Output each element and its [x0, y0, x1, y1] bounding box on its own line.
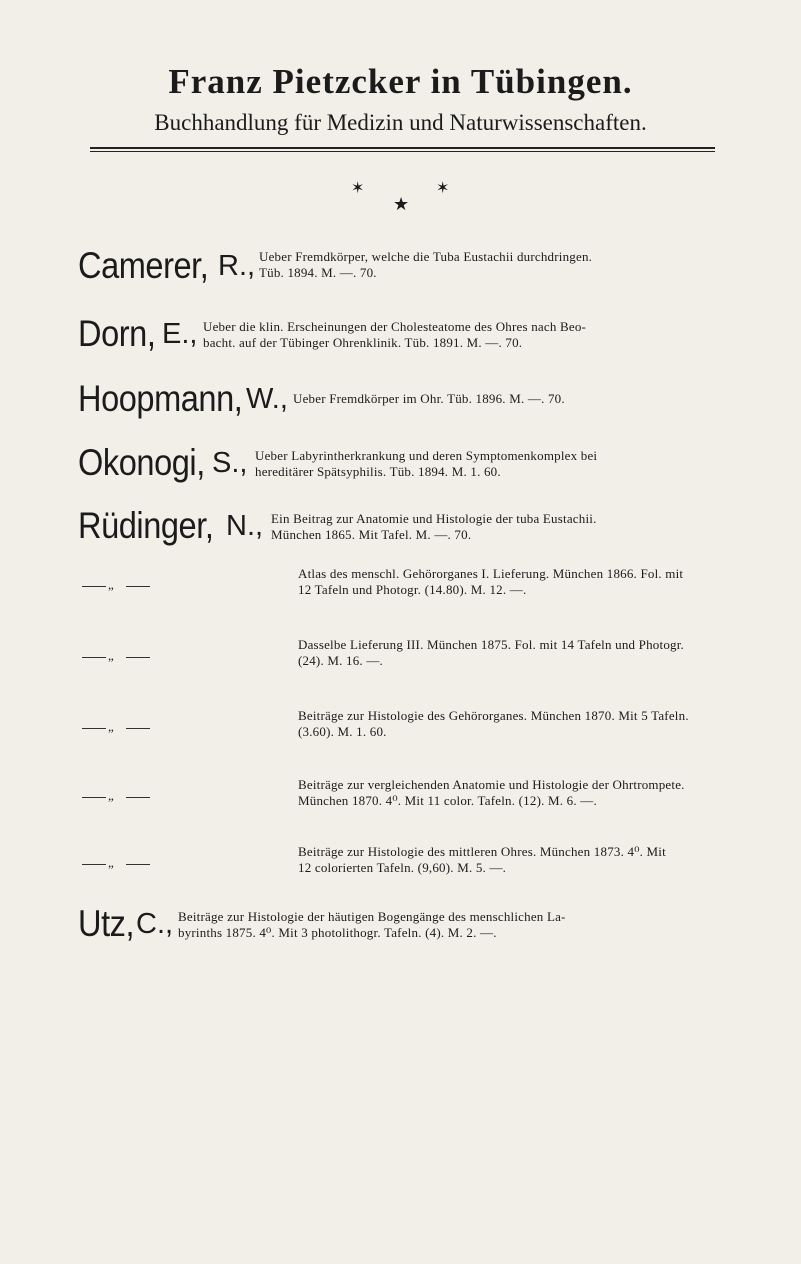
- ditto-mark: „: [108, 719, 114, 734]
- entry-title: Ueber Labyrintherkrankung und deren Symptomenkomplex bei hereditärer Spätsyphilis. Tüb. 1894. M. 1. 60.: [255, 448, 598, 479]
- header-rule-thin: [90, 151, 715, 152]
- entry-initial: W.,: [246, 383, 288, 415]
- entry-author: Rüdinger,: [78, 505, 214, 546]
- entry-initial: R.,: [218, 250, 256, 282]
- ditto-dash: [82, 864, 106, 865]
- ditto-mark: „: [108, 577, 114, 592]
- firm-name: Franz Pietzcker in Tübingen.: [168, 62, 633, 101]
- ditto-dash: [82, 586, 106, 587]
- star-icon: ✶: [436, 178, 450, 197]
- entry-title: Ein Beitrag zur Anatomie und Histologie der tuba Eustachii. München 1865. Mit Tafel. M. —. 70.: [271, 511, 597, 542]
- ditto-dash: [126, 797, 150, 798]
- entry-initial: E.,: [162, 318, 198, 350]
- entry-title: Dasselbe Lieferung III. München 1875. Fol. mit 14 Tafeln und Photogr. (24). M. 16. —.: [298, 637, 684, 668]
- entry-title: Beiträge zur vergleichenden Anatomie und Histologie der Ohrtrompete. München 1870. 4⁰. Mit 11 color. Tafeln. (12). M. 6. —.: [298, 777, 685, 808]
- entry-author: Camerer,: [78, 245, 209, 286]
- entry-initial: S.,: [212, 447, 248, 479]
- entry-title: Beiträge zur Histologie der häutigen Bogengänge des menschlichen La- byrinths 1875. 4⁰. Mit 3 photolithogr. Tafeln. (4). M. 2. —.: [178, 909, 566, 940]
- entry-title: Beiträge zur Histologie des mittleren Ohres. München 1873. 4⁰. Mit 12 colorierten Tafeln. (9,60). M. 5. —.: [298, 844, 666, 875]
- ditto-mark: „: [108, 648, 114, 663]
- entry-author: Okonogi,: [78, 442, 205, 483]
- entry-title: Ueber die klin. Erscheinungen der Cholesteatome des Ohres nach Beo- bacht. auf der Tübinger Ohrenklinik. Tüb. 1891. M. —. 70.: [203, 319, 587, 350]
- entry-author: Utz,: [78, 903, 135, 944]
- ditto-dash: [126, 864, 150, 865]
- entry-author: Dorn,: [78, 313, 156, 354]
- entry-initial: N.,: [226, 510, 264, 542]
- ditto-dash: [126, 728, 150, 729]
- entry-initial: C.,: [136, 908, 174, 940]
- star-icon: ✶: [351, 178, 365, 197]
- ditto-mark: „: [108, 855, 114, 870]
- ditto-dash: [126, 586, 150, 587]
- entry-title: Atlas des menschl. Gehörorganes I. Lieferung. München 1866. Fol. mit 12 Tafeln und Photogr. (14.80). M. 12. —.: [298, 566, 684, 597]
- ditto-dash: [126, 657, 150, 658]
- star-icon: ★: [393, 194, 410, 215]
- entry-title: Ueber Fremdkörper, welche die Tuba Eustachii durchdringen. Tüb. 1894. M. —. 70.: [259, 249, 593, 280]
- ditto-dash: [82, 728, 106, 729]
- entry-title: Beiträge zur Histologie des Gehörorganes. München 1870. Mit 5 Tafeln. (3.60). M. 1. 60.: [298, 708, 689, 739]
- ditto-dash: [82, 657, 106, 658]
- firm-subtitle: Buchhandlung für Medizin und Naturwissenschaften.: [154, 110, 647, 135]
- entry-author: Hoopmann,: [78, 378, 243, 419]
- header-rule-thick: [90, 147, 715, 149]
- ditto-dash: [82, 797, 106, 798]
- entry-title: Ueber Fremdkörper im Ohr. Tüb. 1896. M. —. 70.: [293, 391, 565, 406]
- ditto-mark: „: [108, 788, 114, 803]
- star-ornament: [0, 178, 801, 228]
